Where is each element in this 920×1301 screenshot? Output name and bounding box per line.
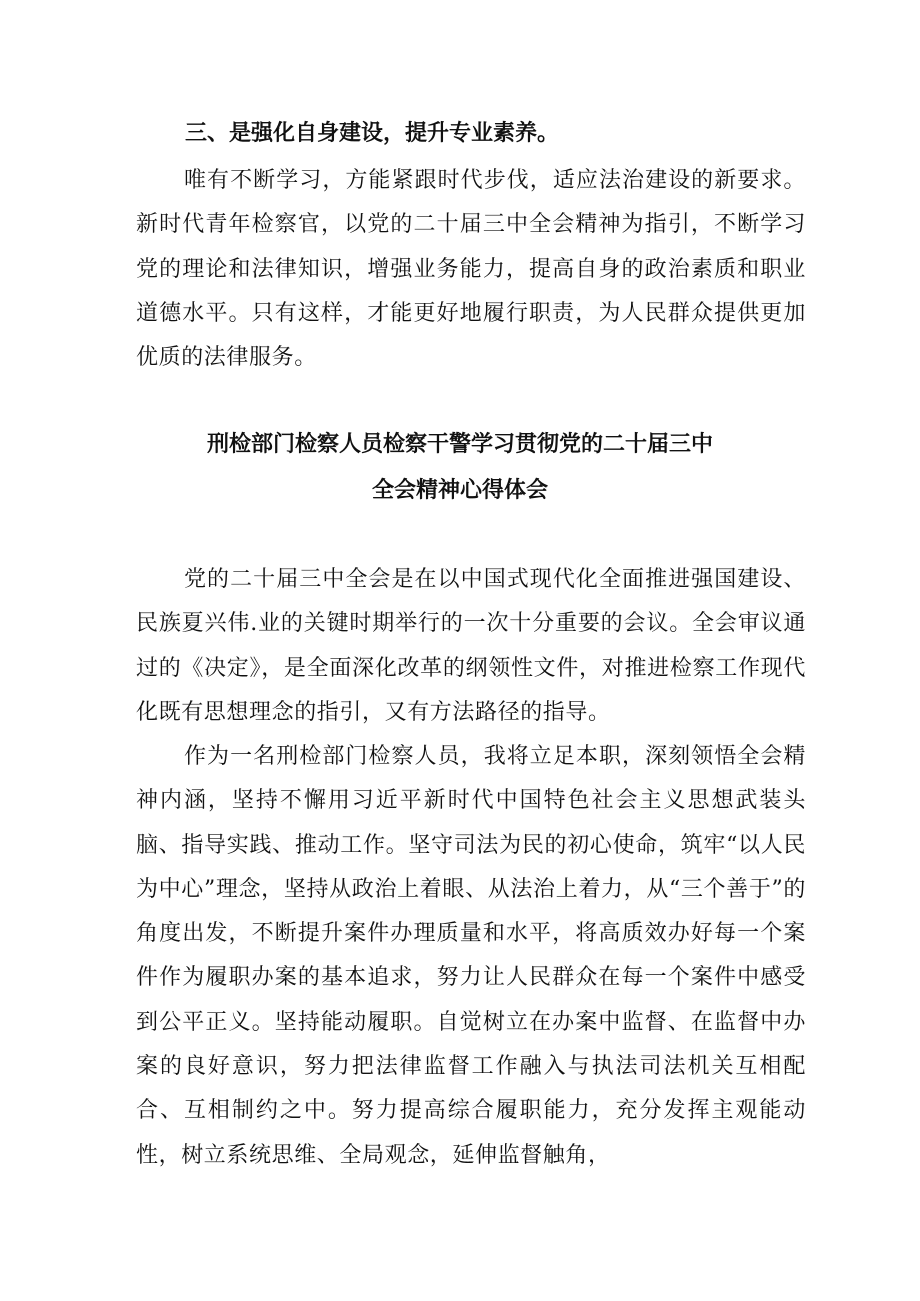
- article-title: [120, 422, 800, 514]
- article-title-line-2: 全会精神心得体会: [371, 478, 548, 503]
- article-title-line-1: 刑检部门检察人员检察干警学习贯彻党的二十届三中: [206, 432, 713, 457]
- section-heading: 三、是强化自身建设，提升专业素养。: [185, 121, 560, 146]
- article-paragraph-2: 作为一名刑检部门检察人员，我将立足本职，深刻领悟全会精神内涵，坚持不懈用习近平新时代中国特色社会主义思想武装头脑、指导实践、推动工作。坚守司法为民的初心使命，筑牢“以人民为中心”理念，坚持从政治上着眼、从法治上着力，从“三个善于”的角度出发，不断提升案件办理质量和水平，将高质效办好每一个案件作为履职办案的基本追求，努力让人民群众在每一个案件中感受到公平正义。坚持能动履职。自觉树立在办案中监督、在监督中办案的良好意识，努力把法律监督工作融入与执法司法机关互相配合、互相制约之中。努力提高综合履职能力，充分发挥主观能动性，树立系统思维、全局观念，延伸监督触角，: [136, 744, 806, 1168]
- section-paragraph: 唯有不断学习，方能紧跟时代步伐，适应法治建设的新要求。新时代青年检察官，以党的二十届三中全会精神为指引，不断学习党的理论和法律知识，增强业务能力，提高自身的政治素质和职业道德水平。只有这样，才能更好地履行职责，为人民群众提供更加优质的法律服务。: [136, 168, 806, 371]
- article-paragraph-1: 党的二十届三中全会是在以中国式现代化全面推进强国建设、民族夏兴伟.业的关键时期举行的一次十分重要的会议。全会审议通过的《决定》，是全面深化改革的纲领性文件，对推进检察工作现代化既有思想理念的指引，又有方法路径的指导。: [136, 567, 806, 725]
